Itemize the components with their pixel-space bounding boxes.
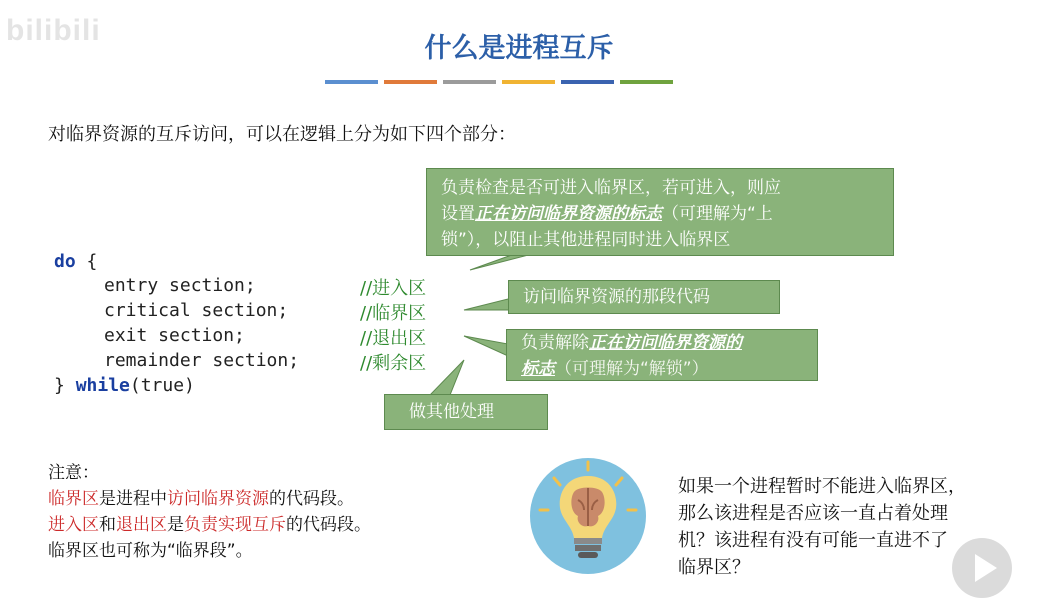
note-term-entry: 进入区 (48, 515, 99, 535)
note-line3: 临界区也可称为“临界段”。 (48, 541, 253, 561)
callout-exit-prefix: 负责解除 (521, 333, 589, 353)
while-condition: (true) (129, 375, 195, 396)
comment-remainder-text: //剩余区 (360, 353, 427, 374)
intro-text: 对临界资源的互斥访问，可以在逻辑上分为如下四个部分： (48, 124, 516, 145)
note-text: 是 (167, 515, 184, 535)
callout-exit-line1 (521, 330, 809, 356)
bilibili-watermark: bilibili (6, 14, 101, 47)
comment-critical-text: //临界区 (360, 303, 427, 324)
keyword-while: while (75, 375, 130, 396)
exit-callout-pointer (464, 336, 508, 356)
callout-exit-emphasis1: 正在访问临界资源的 (589, 333, 742, 353)
note-text: 的代码段。 (269, 489, 354, 509)
slide-title: 什么是进程互斥 (424, 33, 614, 64)
note-term-access: 访问临界资源 (167, 489, 269, 509)
note-term-critical: 临界区 (48, 489, 99, 509)
play-icon (952, 538, 1012, 598)
callout-entry-line1: 负责检查是否可进入临界区，若可进入，则应 (441, 178, 781, 198)
callout-exit-suffix: （可理解为“解锁”） (555, 359, 709, 379)
question-line1: 如果一个进程暂时不能进入临界区， (678, 476, 966, 497)
close-brace: } (54, 375, 65, 396)
callout-remainder-section: 做其他处理 (384, 394, 548, 430)
callout-exit-emphasis2: 标志 (521, 359, 555, 379)
callout-entry-section (426, 168, 894, 256)
note-line2 (48, 512, 371, 538)
keyword-do: do (54, 251, 76, 272)
lightbulb-brain-icon (530, 458, 646, 574)
question-line2: 那么该进程是否应该一直占着处理 (678, 503, 948, 524)
note-term-exit: 退出区 (116, 515, 167, 535)
note-text: 的代码段。 (286, 515, 371, 535)
note-line1 (48, 486, 371, 512)
play-button[interactable] (952, 538, 1012, 598)
callout-entry-line2 (441, 201, 883, 227)
note-block (48, 460, 371, 564)
callout-exit-line2 (521, 356, 809, 382)
question-line4: 临界区？ (678, 557, 750, 578)
code-line-entry: entry section; (104, 275, 256, 296)
callout-critical-section: 访问临界资源的那段代码 (508, 280, 780, 314)
code-line-critical: critical section; (104, 300, 289, 321)
remainder-callout-pointer (430, 360, 464, 395)
question-line3: 机？该进程有没有可能一直进不了 (678, 530, 948, 551)
callout-entry-prefix: 设置 (441, 204, 475, 224)
code-line-remainder: remainder section; (104, 350, 300, 371)
callout-entry-emphasis: 正在访问临界资源的标志 (475, 204, 662, 224)
callout-exit-section (506, 329, 818, 381)
callout-entry-line3: 锁”），以阻止其他进程同时进入临界区 (441, 230, 731, 250)
note-term-mutex: 负责实现互斥 (184, 515, 286, 535)
note-text: 和 (99, 515, 116, 535)
open-brace: { (75, 251, 98, 272)
comment-exit-text: //退出区 (360, 328, 427, 349)
code-line-exit: exit section; (104, 325, 245, 346)
comment-entry-text: //进入区 (360, 278, 427, 299)
note-heading: 注意： (48, 463, 99, 483)
callout-entry-suffix: （可理解为“上 (662, 204, 773, 224)
note-text: 是进程中 (99, 489, 167, 509)
